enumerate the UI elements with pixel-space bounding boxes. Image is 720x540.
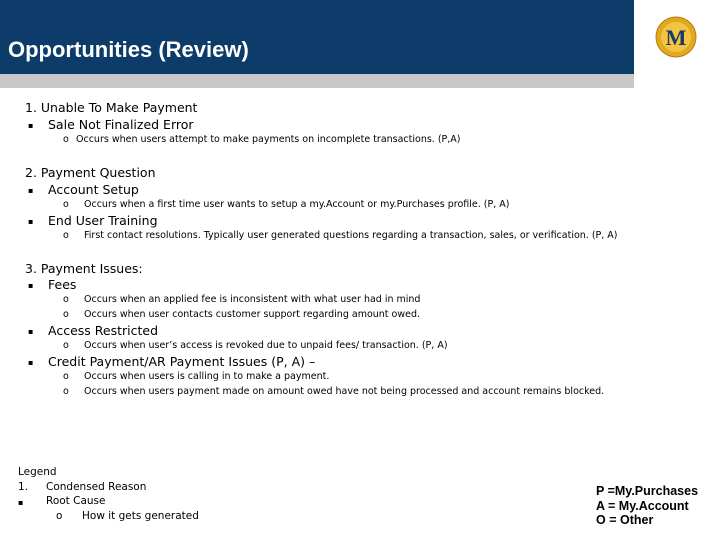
circle-bullet: o [63, 340, 69, 351]
detail-text: Occurs when users payment made on amount owed have not being processed and account remains blocked. [84, 386, 605, 397]
item-label-account-setup: Account Setup [48, 182, 139, 197]
key-account: A = My.Account [596, 499, 689, 513]
legend-number-label: Condensed Reason [46, 481, 147, 493]
circle-bullet: o [63, 134, 69, 145]
section-heading-2: 2. Payment Question [25, 165, 156, 180]
legend-circle-bullet: o [56, 510, 63, 522]
circle-m-logo-icon [655, 16, 697, 58]
logo-letter: M [665, 25, 687, 50]
circle-bullet: o [63, 199, 69, 210]
item-label-credit-payment: Credit Payment/AR Payment Issues (P, A) – [48, 354, 316, 369]
item-label-sale-not-finalized: Sale Not Finalized Error [48, 117, 194, 132]
circle-bullet: o [63, 230, 69, 241]
detail-text: Occurs when users attempt to make payments on incomplete transactions. (P,A) [76, 134, 461, 145]
square-bullet: ▪ [28, 121, 34, 130]
circle-bullet: o [63, 309, 69, 320]
detail-text: Occurs when a first time user wants to setup a my.Account or my.Purchases profile. (P, A) [84, 199, 510, 210]
detail-text: Occurs when user’s access is revoked due to unpaid fees/ transaction. (P, A) [84, 340, 448, 351]
item-label-end-user-training: End User Training [48, 213, 158, 228]
legend-circle-label: How it gets generated [82, 510, 199, 522]
detail-text: Occurs when users is calling in to make a payment. [84, 371, 330, 382]
square-bullet: ▪ [28, 186, 34, 195]
detail-text: Occurs when user contacts customer support regarding amount owed. [84, 309, 421, 320]
circle-bullet: o [63, 386, 69, 397]
item-label-access-restricted: Access Restricted [48, 323, 159, 338]
square-bullet: ▪ [28, 217, 34, 226]
square-bullet: ▪ [28, 281, 34, 290]
detail-text: Occurs when an applied fee is inconsistent with what user had in mind [84, 294, 421, 305]
title-underline [0, 74, 634, 88]
page-title: Opportunities (Review) [8, 37, 249, 62]
legend-bullet-label: Root Cause [46, 495, 106, 507]
square-bullet: ▪ [28, 358, 34, 367]
square-bullet: ▪ [28, 327, 34, 336]
legend-title: Legend [18, 466, 57, 478]
circle-bullet: o [63, 294, 69, 305]
legend-square-bullet: ▪ [18, 498, 24, 507]
circle-bullet: o [63, 371, 69, 382]
section-heading-3: 3. Payment Issues: [25, 261, 143, 276]
legend-number-marker: 1. [18, 481, 29, 493]
item-label-fees: Fees [48, 277, 77, 292]
detail-text: First contact resolutions. Typically user generated questions regarding a transaction, sales, or verification. (P, A) [84, 230, 618, 241]
key-purchases: P =My.Purchases [596, 484, 699, 498]
section-heading-1: 1. Unable To Make Payment [25, 100, 198, 115]
key-other: O = Other [596, 513, 654, 527]
